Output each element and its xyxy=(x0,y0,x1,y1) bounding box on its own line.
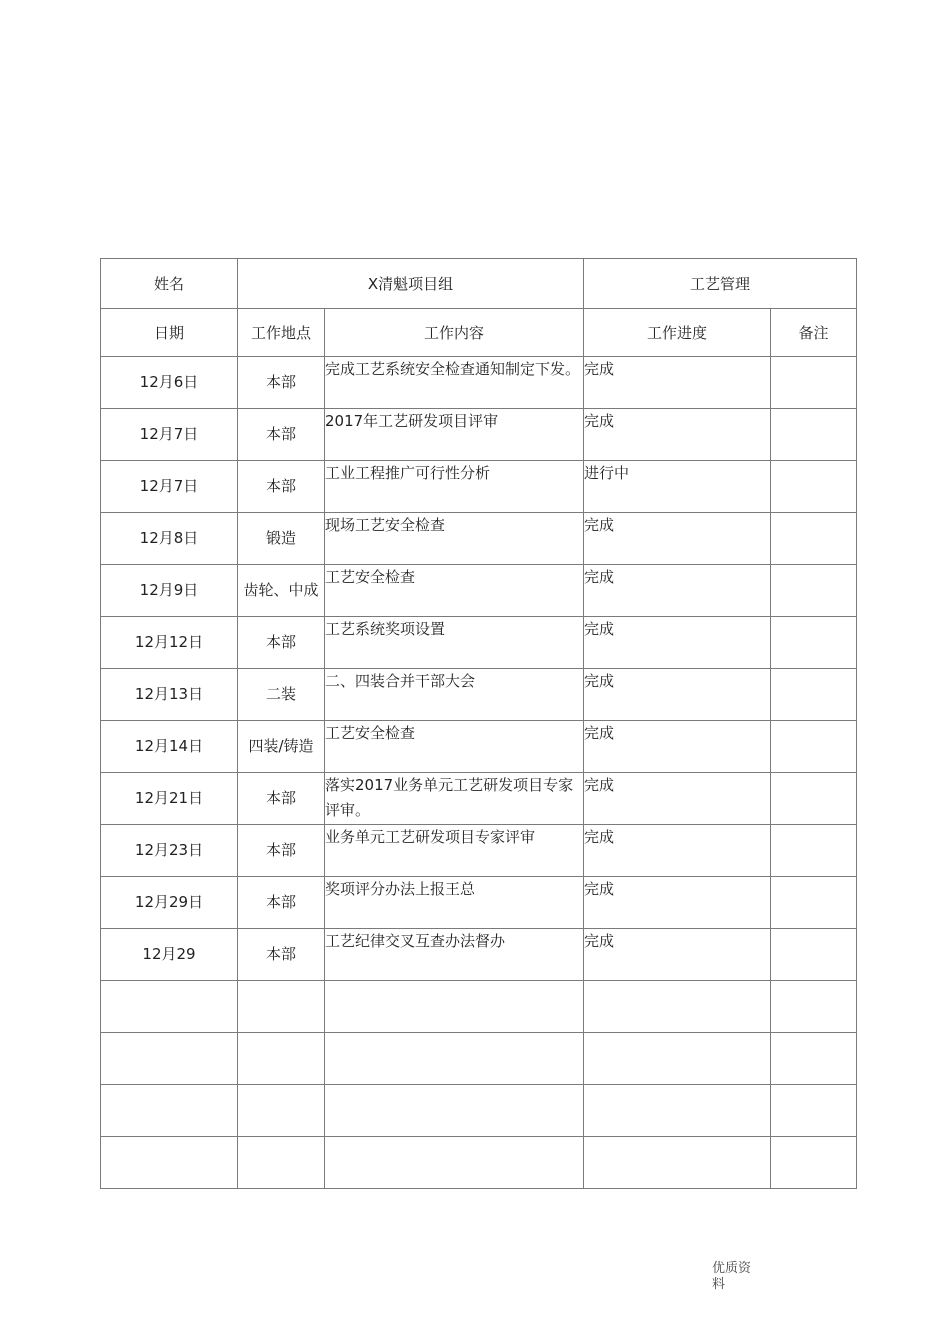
table-row xyxy=(101,773,857,825)
table-row xyxy=(101,513,857,565)
progress-cell xyxy=(584,1137,771,1189)
table-row xyxy=(101,357,857,409)
note-cell xyxy=(771,721,857,773)
note-cell xyxy=(771,1137,857,1189)
column-header-note: 备注 xyxy=(771,309,857,357)
table-row xyxy=(101,565,857,617)
content-cell: 奖项评分办法上报王总 xyxy=(325,877,584,929)
note-cell xyxy=(771,877,857,929)
work-log-table xyxy=(100,258,857,1189)
content-cell: 二、四装合并干部大会 xyxy=(325,669,584,721)
place-cell xyxy=(238,1085,325,1137)
date-cell xyxy=(101,981,238,1033)
content-cell: 业务单元工艺研发项目专家评审 xyxy=(325,825,584,877)
date-cell xyxy=(101,1137,238,1189)
table-row xyxy=(101,1033,857,1085)
progress-cell: 完成 xyxy=(584,513,771,565)
date-cell: 12月29日 xyxy=(101,877,238,929)
place-cell: 锻造 xyxy=(238,513,325,565)
progress-cell: 完成 xyxy=(584,669,771,721)
place-cell xyxy=(238,1137,325,1189)
progress-cell: 完成 xyxy=(584,825,771,877)
place-cell: 二装 xyxy=(238,669,325,721)
column-header-content: 工作内容 xyxy=(325,309,584,357)
place-cell: 四装/铸造 xyxy=(238,721,325,773)
date-cell: 12月21日 xyxy=(101,773,238,825)
table-row xyxy=(101,1085,857,1137)
progress-cell: 完成 xyxy=(584,929,771,981)
note-cell xyxy=(771,357,857,409)
content-cell: 工艺安全检查 xyxy=(325,565,584,617)
progress-cell: 完成 xyxy=(584,565,771,617)
date-cell: 12月7日 xyxy=(101,461,238,513)
progress-cell: 完成 xyxy=(584,877,771,929)
date-cell: 12月13日 xyxy=(101,669,238,721)
date-cell: 12月12日 xyxy=(101,617,238,669)
progress-cell: 完成 xyxy=(584,721,771,773)
progress-cell: 进行中 xyxy=(584,461,771,513)
date-cell: 12月8日 xyxy=(101,513,238,565)
name-label-cell: 姓名 xyxy=(101,259,238,309)
place-cell: 本部 xyxy=(238,617,325,669)
footer-note: 优质资料 xyxy=(712,1261,752,1292)
date-cell: 12月29 xyxy=(101,929,238,981)
content-cell xyxy=(325,1033,584,1085)
date-cell: 12月9日 xyxy=(101,565,238,617)
place-cell: 本部 xyxy=(238,877,325,929)
content-cell: 现场工艺安全检查 xyxy=(325,513,584,565)
content-cell: 落实2017业务单元工艺研发项目专家评审。 xyxy=(325,773,584,825)
place-cell: 本部 xyxy=(238,409,325,461)
progress-cell: 完成 xyxy=(584,617,771,669)
table-row xyxy=(101,461,857,513)
place-cell: 齿轮、中成 xyxy=(238,565,325,617)
content-cell xyxy=(325,1137,584,1189)
place-cell: 本部 xyxy=(238,773,325,825)
note-cell xyxy=(771,617,857,669)
column-header-progress: 工作进度 xyxy=(584,309,771,357)
date-cell xyxy=(101,1085,238,1137)
place-cell: 本部 xyxy=(238,825,325,877)
content-cell: 工艺系统奖项设置 xyxy=(325,617,584,669)
note-cell xyxy=(771,513,857,565)
table-row xyxy=(101,721,857,773)
progress-cell: 完成 xyxy=(584,409,771,461)
content-cell: 工艺安全检查 xyxy=(325,721,584,773)
content-cell xyxy=(325,981,584,1033)
content-cell: 2017年工艺研发项目评审 xyxy=(325,409,584,461)
table-row xyxy=(101,409,857,461)
note-cell xyxy=(771,929,857,981)
progress-cell xyxy=(584,1085,771,1137)
progress-cell: 完成 xyxy=(584,773,771,825)
progress-cell xyxy=(584,1033,771,1085)
table-row xyxy=(101,825,857,877)
place-cell xyxy=(238,1033,325,1085)
place-cell: 本部 xyxy=(238,461,325,513)
date-cell xyxy=(101,1033,238,1085)
column-header-place: 工作地点 xyxy=(238,309,325,357)
note-cell xyxy=(771,1033,857,1085)
note-cell xyxy=(771,825,857,877)
note-cell xyxy=(771,773,857,825)
progress-cell xyxy=(584,981,771,1033)
date-cell: 12月6日 xyxy=(101,357,238,409)
project-name-cell: X清魁项目组 xyxy=(238,259,584,309)
note-cell xyxy=(771,669,857,721)
table-row xyxy=(101,617,857,669)
date-cell: 12月14日 xyxy=(101,721,238,773)
progress-cell: 完成 xyxy=(584,357,771,409)
place-cell: 本部 xyxy=(238,357,325,409)
note-cell xyxy=(771,461,857,513)
department-cell: 工艺管理 xyxy=(584,259,857,309)
place-cell xyxy=(238,981,325,1033)
content-cell xyxy=(325,1085,584,1137)
table-row xyxy=(101,981,857,1033)
content-cell: 工业工程推广可行性分析 xyxy=(325,461,584,513)
note-cell xyxy=(771,409,857,461)
column-header-row xyxy=(101,309,857,357)
note-cell xyxy=(771,1085,857,1137)
table-row xyxy=(101,877,857,929)
header-row xyxy=(101,259,857,309)
note-cell xyxy=(771,565,857,617)
content-cell: 完成工艺系统安全检查通知制定下发。 xyxy=(325,357,584,409)
table-row xyxy=(101,1137,857,1189)
table-row xyxy=(101,929,857,981)
column-header-date: 日期 xyxy=(101,309,238,357)
note-cell xyxy=(771,981,857,1033)
date-cell: 12月7日 xyxy=(101,409,238,461)
date-cell: 12月23日 xyxy=(101,825,238,877)
table-row xyxy=(101,669,857,721)
content-cell: 工艺纪律交叉互查办法督办 xyxy=(325,929,584,981)
place-cell: 本部 xyxy=(238,929,325,981)
